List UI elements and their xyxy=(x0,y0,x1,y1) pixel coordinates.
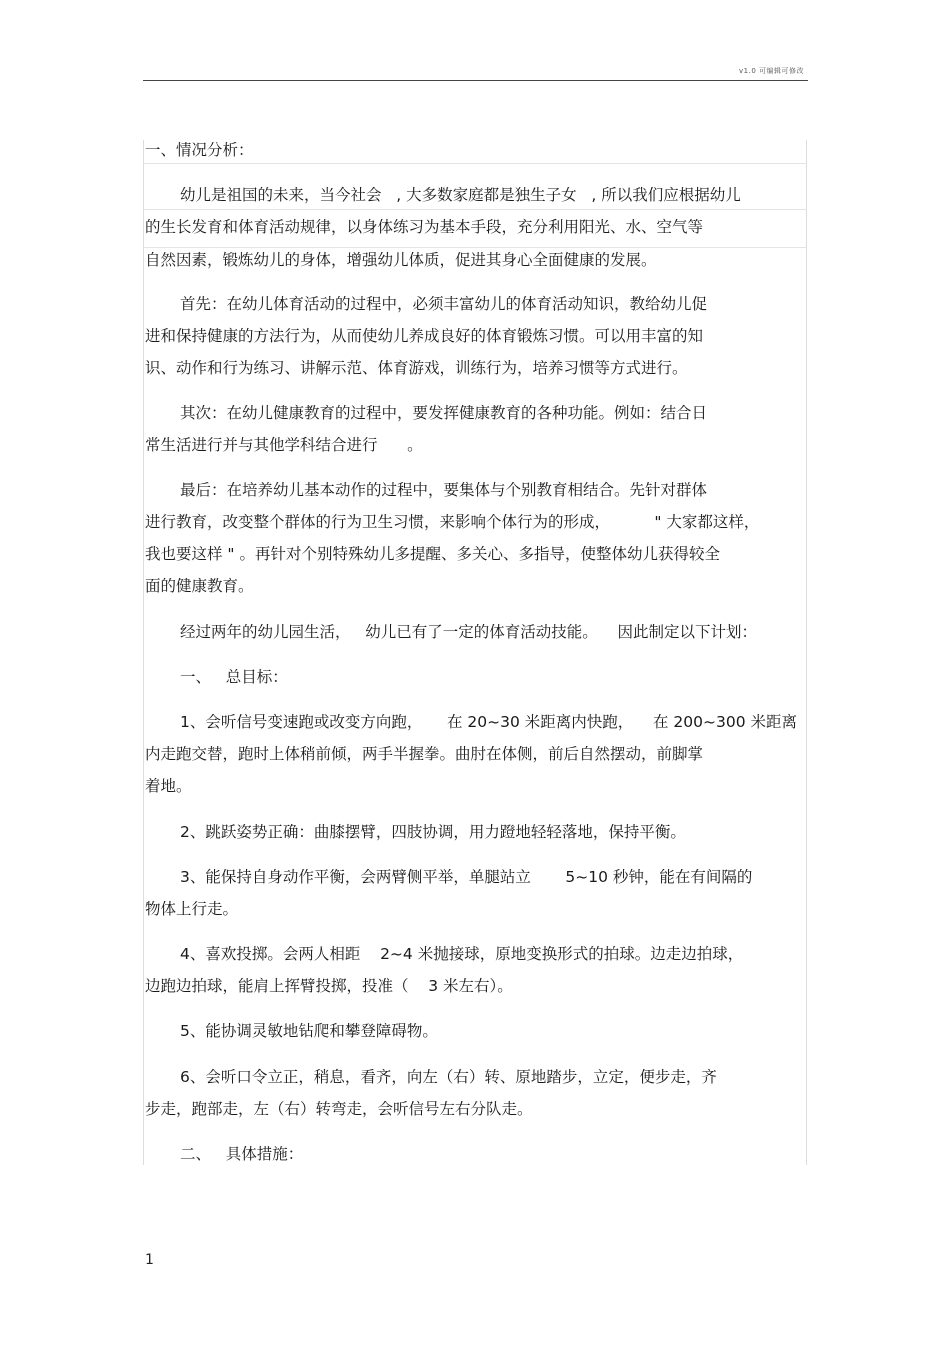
paragraph-line: 最后：在培养幼儿基本动作的过程中，要集体与个别教育相结合。先针对群体 xyxy=(180,481,708,499)
paragraph-line: 自然因素，锻炼幼儿的身体，增强幼儿体质，促进其身心全面健康的发展。 xyxy=(145,251,657,269)
paragraph-line: 我也要这样 " 。再针对个别特殊幼儿多提醒、多关心、多指导，使整体幼儿获得较全 xyxy=(145,545,720,563)
paragraph-line: 首先：在幼儿体育活动的过程中，必须丰富幼儿的体育活动知识，教给幼儿促 xyxy=(180,295,708,313)
paragraph-line: 识、动作和行为练习、讲解示范、体育游戏，训练行为，培养习惯等方式进行。 xyxy=(145,359,688,377)
paragraph-line: 其次：在幼儿健康教育的过程中，要发挥健康教育的各种功能。例如：结合日 xyxy=(180,404,708,422)
paragraph-line: 面的健康教育。 xyxy=(145,577,254,595)
frame-divider xyxy=(143,247,807,248)
goal-item-6-line: 6、会听口令立正，稍息，看齐，向左（右）转、原地踏步，立定，便步走，齐 xyxy=(180,1068,717,1086)
paragraph-line: 进和保持健康的方法行为，从而使幼儿养成良好的体育锻炼习惯。可以用丰富的知 xyxy=(145,327,704,345)
header-version-note: v1.0 可编辑可修改 xyxy=(739,67,804,75)
frame-left-border xyxy=(143,140,144,1165)
frame-divider xyxy=(143,209,807,210)
section-heading-overall-goals: 一、 总目标： xyxy=(180,668,288,686)
paragraph-line: 常生活进行并与其他学科结合进行 。 xyxy=(145,436,423,454)
section-heading-situation-analysis: 一、情况分析： xyxy=(145,141,254,159)
goal-item-3-line: 物体上行走。 xyxy=(145,900,239,918)
section-heading-specific-measures: 二、 具体措施： xyxy=(180,1145,304,1163)
frame-divider xyxy=(143,163,807,164)
goal-item-3-line: 3、能保持自身动作平衡，会两臂侧平举，单腿站立 5~10 秒钟，能在有间隔的 xyxy=(180,868,753,886)
goal-item-1-line: 1、会听信号变速跑或改变方向跑， 在 20~30 米距离内快跑， 在 200~300 米距离 xyxy=(180,713,798,731)
goal-item-1-line: 内走跑交替，跑时上体稍前倾，两手半握拳。曲肘在体侧，前后自然摆动，前脚掌 xyxy=(145,745,704,763)
frame-right-border xyxy=(806,140,807,1165)
paragraph-line: 进行教育，改变整个群体的行为卫生习惯，来影响个体行为的形成， " 大家都这样， xyxy=(145,513,760,531)
goal-item-5-line: 5、能协调灵敏地钻爬和攀登障碍物。 xyxy=(180,1022,438,1040)
goal-item-4-line: 4、喜欢投掷。会两人相距 2~4 米抛接球，原地变换形式的拍球。边走边拍球， xyxy=(180,945,744,963)
goal-item-1-line: 着地。 xyxy=(145,777,192,795)
paragraph-line: 经过两年的幼儿园生活， 幼儿已有了一定的体育活动技能。 因此制定以下计划： xyxy=(180,623,757,641)
goal-item-2-line: 2、跳跃姿势正确：曲膝摆臂，四肢协调，用力蹬地轻轻落地，保持平衡。 xyxy=(180,823,686,841)
goal-item-4-line: 边跑边拍球，能肩上挥臂投掷，投准（ 3 米左右）。 xyxy=(145,977,513,995)
goal-item-6-line: 步走，跑部走，左（右）转弯走，会听信号左右分队走。 xyxy=(145,1100,533,1118)
header-rule xyxy=(143,80,808,81)
paragraph-line: 幼儿是祖国的未来，当今社会 , 大多数家庭都是独生子女 , 所以我们应根据幼儿 xyxy=(180,186,741,204)
paragraph-line: 的生长发育和体育活动规律，以身体练习为基本手段，充分利用阳光、水、空气等 xyxy=(145,218,704,236)
page-number: 1 xyxy=(145,1252,154,1268)
